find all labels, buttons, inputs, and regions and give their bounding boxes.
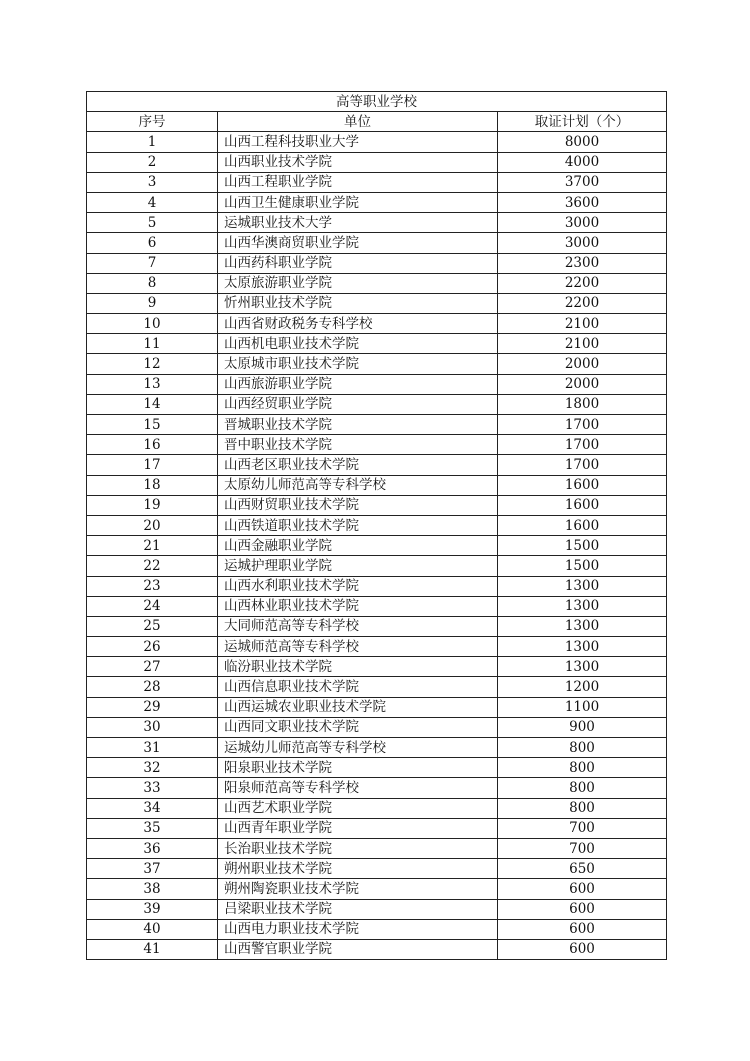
- table-row: [87, 354, 667, 374]
- row-unit: 太原旅游职业学院: [218, 273, 498, 293]
- row-index: 34: [87, 798, 218, 818]
- row-plan: 3000: [498, 233, 667, 253]
- table-row: [87, 637, 667, 657]
- row-index: 30: [87, 717, 218, 737]
- row-unit: 山西药科职业学院: [218, 253, 498, 273]
- row-unit: 山西林业职业技术学院: [218, 596, 498, 616]
- row-index: 2: [87, 152, 218, 172]
- row-unit: 山西卫生健康职业学院: [218, 192, 498, 212]
- table-row: [87, 838, 667, 858]
- row-index: 11: [87, 334, 218, 354]
- row-unit: 忻州职业技术学院: [218, 293, 498, 313]
- table-row: [87, 697, 667, 717]
- row-index: 23: [87, 576, 218, 596]
- row-index: 4: [87, 192, 218, 212]
- table-row: [87, 616, 667, 636]
- row-unit: 山西财贸职业技术学院: [218, 495, 498, 515]
- table-row: [87, 475, 667, 495]
- row-unit: 运城护理职业学院: [218, 556, 498, 576]
- row-unit: 山西同文职业技术学院: [218, 717, 498, 737]
- table-row: [87, 455, 667, 475]
- row-unit: 运城师范高等专科学校: [218, 637, 498, 657]
- row-index: 29: [87, 697, 218, 717]
- row-index: 28: [87, 677, 218, 697]
- row-plan: 2000: [498, 354, 667, 374]
- table-row: [87, 415, 667, 435]
- row-plan: 2300: [498, 253, 667, 273]
- row-plan: 1700: [498, 415, 667, 435]
- table-title-row: [87, 92, 667, 112]
- row-plan: 600: [498, 879, 667, 899]
- row-index: 24: [87, 596, 218, 616]
- row-plan: 600: [498, 939, 667, 959]
- row-plan: 700: [498, 838, 667, 858]
- row-index: 41: [87, 939, 218, 959]
- table-row: [87, 798, 667, 818]
- row-unit: 山西艺术职业学院: [218, 798, 498, 818]
- row-index: 9: [87, 293, 218, 313]
- row-index: 1: [87, 132, 218, 152]
- header-unit: 单位: [218, 112, 498, 132]
- row-unit: 山西机电职业技术学院: [218, 334, 498, 354]
- table-row: [87, 374, 667, 394]
- row-plan: 1300: [498, 637, 667, 657]
- row-plan: 1700: [498, 455, 667, 475]
- table-row: [87, 273, 667, 293]
- row-plan: 1500: [498, 556, 667, 576]
- table-row: [87, 435, 667, 455]
- row-unit: 大同师范高等专科学校: [218, 616, 498, 636]
- row-unit: 吕梁职业技术学院: [218, 899, 498, 919]
- row-unit: 阳泉师范高等专科学校: [218, 778, 498, 798]
- row-unit: 山西华澳商贸职业学院: [218, 233, 498, 253]
- row-unit: 山西铁道职业技术学院: [218, 515, 498, 535]
- table-row: [87, 334, 667, 354]
- table-row: [87, 717, 667, 737]
- row-plan: 1500: [498, 536, 667, 556]
- row-index: 8: [87, 273, 218, 293]
- table-row: [87, 536, 667, 556]
- row-index: 33: [87, 778, 218, 798]
- row-index: 32: [87, 758, 218, 778]
- table-title: 高等职业学校: [87, 92, 667, 112]
- row-plan: 2000: [498, 374, 667, 394]
- row-index: 10: [87, 314, 218, 334]
- row-plan: 4000: [498, 152, 667, 172]
- table-row: [87, 152, 667, 172]
- table-row: [87, 515, 667, 535]
- row-plan: 800: [498, 798, 667, 818]
- row-plan: 1600: [498, 475, 667, 495]
- row-unit: 朔州职业技术学院: [218, 859, 498, 879]
- row-index: 27: [87, 657, 218, 677]
- row-plan: 800: [498, 778, 667, 798]
- row-plan: 3000: [498, 213, 667, 233]
- row-plan: 600: [498, 899, 667, 919]
- row-unit: 朔州陶瓷职业技术学院: [218, 879, 498, 899]
- table-row: [87, 132, 667, 152]
- row-unit: 山西电力职业技术学院: [218, 919, 498, 939]
- row-index: 17: [87, 455, 218, 475]
- row-plan: 650: [498, 859, 667, 879]
- row-index: 26: [87, 637, 218, 657]
- row-index: 15: [87, 415, 218, 435]
- table-row: [87, 213, 667, 233]
- header-plan: 取证计划（个）: [498, 112, 667, 132]
- table-row: [87, 657, 667, 677]
- table-row: [87, 576, 667, 596]
- row-unit: 山西运城农业职业技术学院: [218, 697, 498, 717]
- table-row: [87, 818, 667, 838]
- row-index: 37: [87, 859, 218, 879]
- row-unit: 临汾职业技术学院: [218, 657, 498, 677]
- row-plan: 1800: [498, 394, 667, 414]
- row-index: 38: [87, 879, 218, 899]
- row-plan: 1200: [498, 677, 667, 697]
- row-index: 6: [87, 233, 218, 253]
- row-index: 14: [87, 394, 218, 414]
- row-index: 22: [87, 556, 218, 576]
- row-index: 13: [87, 374, 218, 394]
- table-row: [87, 172, 667, 192]
- row-index: 35: [87, 818, 218, 838]
- row-index: 31: [87, 738, 218, 758]
- row-unit: 运城幼儿师范高等专科学校: [218, 738, 498, 758]
- row-plan: 900: [498, 717, 667, 737]
- row-unit: 长治职业技术学院: [218, 838, 498, 858]
- row-unit: 山西老区职业技术学院: [218, 455, 498, 475]
- table-row: [87, 758, 667, 778]
- row-plan: 1300: [498, 616, 667, 636]
- row-index: 12: [87, 354, 218, 374]
- row-plan: 2100: [498, 334, 667, 354]
- row-plan: 3700: [498, 172, 667, 192]
- table-row: [87, 738, 667, 758]
- row-unit: 阳泉职业技术学院: [218, 758, 498, 778]
- row-plan: 800: [498, 758, 667, 778]
- row-plan: 1600: [498, 495, 667, 515]
- row-index: 20: [87, 515, 218, 535]
- row-unit: 山西工程科技职业大学: [218, 132, 498, 152]
- row-plan: 3600: [498, 192, 667, 212]
- allocation-table: [86, 91, 667, 960]
- table-row: [87, 879, 667, 899]
- row-unit: 晋中职业技术学院: [218, 435, 498, 455]
- row-unit: 山西职业技术学院: [218, 152, 498, 172]
- table-row: [87, 314, 667, 334]
- table-row: [87, 192, 667, 212]
- row-plan: 1300: [498, 576, 667, 596]
- row-unit: 太原城市职业技术学院: [218, 354, 498, 374]
- row-plan: 1700: [498, 435, 667, 455]
- row-plan: 2100: [498, 314, 667, 334]
- row-index: 39: [87, 899, 218, 919]
- row-unit: 山西警官职业学院: [218, 939, 498, 959]
- row-index: 19: [87, 495, 218, 515]
- row-plan: 8000: [498, 132, 667, 152]
- table-row: [87, 556, 667, 576]
- table-row: [87, 253, 667, 273]
- table-row: [87, 677, 667, 697]
- header-row: [87, 112, 667, 132]
- table-row: [87, 596, 667, 616]
- table-row: [87, 778, 667, 798]
- header-index: 序号: [87, 112, 218, 132]
- row-plan: 1300: [498, 657, 667, 677]
- row-plan: 1600: [498, 515, 667, 535]
- row-unit: 山西经贸职业学院: [218, 394, 498, 414]
- table-row: [87, 293, 667, 313]
- row-index: 3: [87, 172, 218, 192]
- row-unit: 晋城职业技术学院: [218, 415, 498, 435]
- row-unit: 山西水利职业技术学院: [218, 576, 498, 596]
- table-row: [87, 495, 667, 515]
- row-plan: 1300: [498, 596, 667, 616]
- row-plan: 800: [498, 738, 667, 758]
- row-unit: 山西省财政税务专科学校: [218, 314, 498, 334]
- row-index: 40: [87, 919, 218, 939]
- row-unit: 山西旅游职业学院: [218, 374, 498, 394]
- table-row: [87, 919, 667, 939]
- table-row: [87, 899, 667, 919]
- row-plan: 600: [498, 919, 667, 939]
- row-index: 16: [87, 435, 218, 455]
- row-unit: 太原幼儿师范高等专科学校: [218, 475, 498, 495]
- table-row: [87, 939, 667, 959]
- row-index: 36: [87, 838, 218, 858]
- row-unit: 运城职业技术大学: [218, 213, 498, 233]
- row-index: 21: [87, 536, 218, 556]
- row-unit: 山西信息职业技术学院: [218, 677, 498, 697]
- row-index: 25: [87, 616, 218, 636]
- row-plan: 700: [498, 818, 667, 838]
- table-row: [87, 233, 667, 253]
- row-index: 7: [87, 253, 218, 273]
- row-plan: 2200: [498, 273, 667, 293]
- row-plan: 1100: [498, 697, 667, 717]
- row-unit: 山西青年职业学院: [218, 818, 498, 838]
- row-unit: 山西金融职业学院: [218, 536, 498, 556]
- row-plan: 2200: [498, 293, 667, 313]
- table-row: [87, 859, 667, 879]
- row-unit: 山西工程职业学院: [218, 172, 498, 192]
- row-index: 18: [87, 475, 218, 495]
- table-row: [87, 394, 667, 414]
- row-index: 5: [87, 213, 218, 233]
